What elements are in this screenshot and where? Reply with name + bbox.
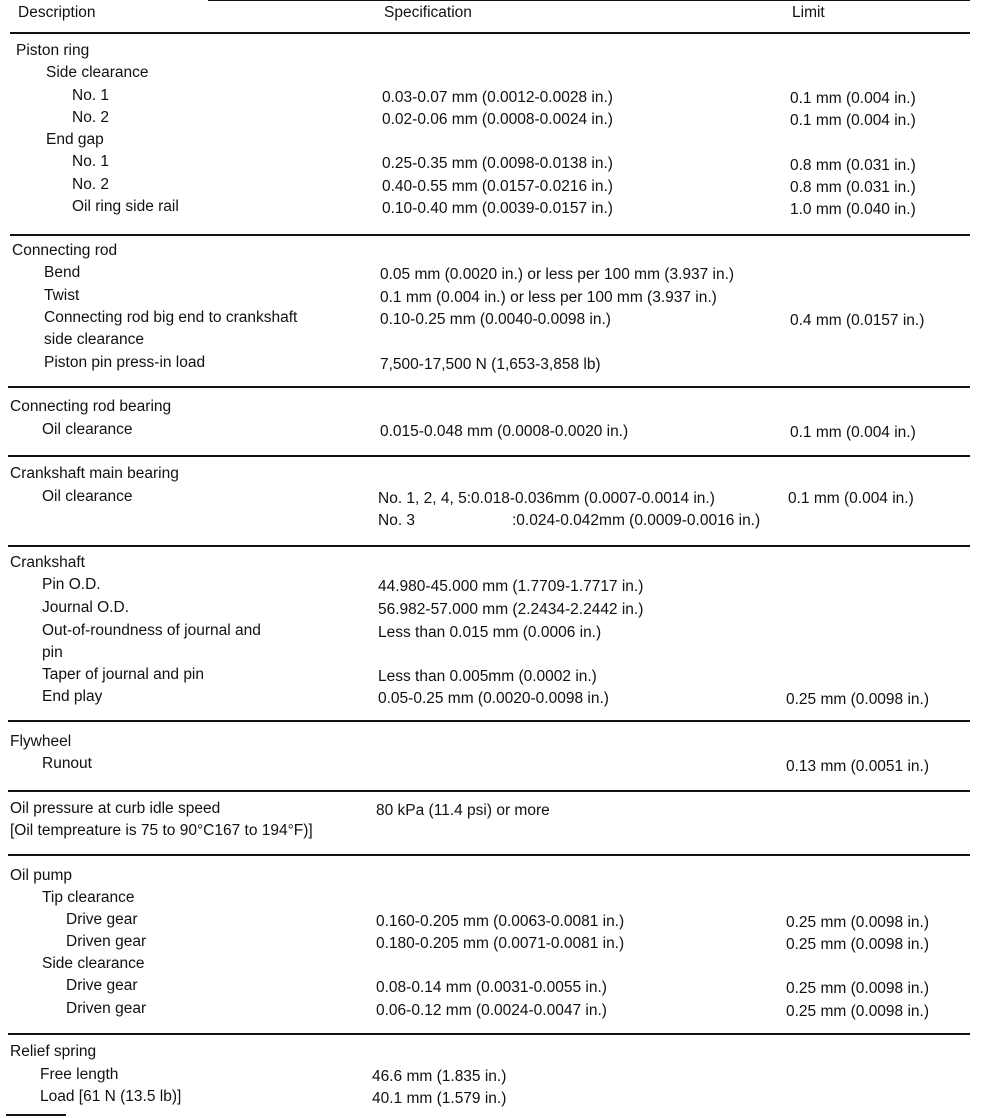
section-title-crankshaft: Crankshaft	[10, 554, 85, 571]
row-limit-eg-no1: 0.8 mm (0.031 in.)	[790, 157, 916, 174]
row-label-end-gap: End gap	[46, 131, 104, 148]
row-limit-big-end: 0.4 mm (0.0157 in.)	[790, 312, 925, 329]
row-limit-side-driven: 0.25 mm (0.0098 in.)	[786, 1003, 930, 1020]
row-limit-rod-oil-clearance: 0.1 mm (0.004 in.)	[790, 424, 916, 441]
row-label-pin-load: Piston pin press-in load	[44, 354, 206, 371]
row-spec-big-end: 0.10-0.25 mm (0.0040-0.0098 in.)	[380, 311, 611, 328]
row-spec-sc-no1: 0.03-0.07 mm (0.0012-0.0028 in.)	[382, 89, 613, 106]
row-label-journal-od: Journal O.D.	[42, 599, 130, 616]
row-spec-end-play: 0.05-0.25 mm (0.0020-0.0098 in.)	[378, 690, 609, 707]
row-label-oil-pressure-1: Oil pressure at curb idle speed	[10, 800, 221, 817]
row-limit-main-oil-clearance: 0.1 mm (0.004 in.)	[788, 490, 914, 507]
header-specification: Specification	[384, 4, 472, 21]
row-label-side-clearance: Side clearance	[46, 64, 149, 81]
section-title-piston-ring: Piston ring	[16, 42, 90, 59]
row-spec-pin-load: 7,500-17,500 N (1,653-3,858 lb)	[380, 356, 601, 373]
row-spec-load: 40.1 mm (1.579 in.)	[372, 1090, 507, 1107]
row-limit-eg-no2: 0.8 mm (0.031 in.)	[790, 179, 916, 196]
row-label-eg-no2: No. 2	[72, 176, 110, 193]
row-label-side-clearance: Side clearance	[42, 955, 145, 972]
row-spec-main-oil-clearance-2-label: No. 3	[378, 512, 416, 529]
section-rule	[8, 545, 970, 547]
row-spec-bend: 0.05 mm (0.0020 in.) or less per 100 mm (3.937 in.)	[380, 266, 735, 283]
section-rule	[8, 854, 970, 856]
row-label-load: Load [61 N (13.5 lb)]	[40, 1088, 182, 1105]
section-rule	[8, 720, 970, 722]
section-title-connecting-rod: Connecting rod	[12, 242, 118, 259]
row-label-big-end-1: Connecting rod big end to crankshaft	[44, 309, 298, 326]
row-spec-free-length: 46.6 mm (1.835 in.)	[372, 1068, 507, 1085]
section-title-flywheel: Flywheel	[10, 733, 72, 750]
row-spec-eg-no2: 0.40-0.55 mm (0.0157-0.0216 in.)	[382, 178, 613, 195]
row-spec-tip-drive: 0.160-0.205 mm (0.0063-0.0081 in.)	[376, 913, 625, 930]
row-label-bend: Bend	[44, 264, 81, 281]
row-spec-eg-no1: 0.25-0.35 mm (0.0098-0.0138 in.)	[382, 155, 613, 172]
row-label-main-oil-clearance: Oil clearance	[42, 488, 133, 505]
bottom-rule-fragment	[6, 1114, 66, 1116]
row-label-side-driven: Driven gear	[66, 1000, 147, 1017]
row-label-free-length: Free length	[40, 1066, 119, 1083]
row-label-pin-od: Pin O.D.	[42, 576, 101, 593]
row-spec-tip-driven: 0.180-0.205 mm (0.0071-0.0081 in.)	[376, 935, 625, 952]
row-label-end-play: End play	[42, 688, 103, 705]
row-label-rod-oil-clearance: Oil clearance	[42, 421, 133, 438]
row-limit-oil-rail: 1.0 mm (0.040 in.)	[790, 201, 916, 218]
row-limit-end-play: 0.25 mm (0.0098 in.)	[786, 691, 930, 708]
row-label-tip-driven: Driven gear	[66, 933, 147, 950]
header-limit: Limit	[792, 4, 825, 21]
header-top-rule	[208, 0, 970, 1]
row-spec-sc-no2: 0.02-0.06 mm (0.0008-0.0024 in.)	[382, 111, 613, 128]
row-limit-sc-no2: 0.1 mm (0.004 in.)	[790, 112, 916, 129]
row-label-oil-rail: Oil ring side rail	[72, 198, 179, 215]
row-label-side-drive: Drive gear	[66, 977, 138, 994]
row-spec-pin-od: 44.980-45.000 mm (1.7709-1.7717 in.)	[378, 578, 644, 595]
section-rule	[8, 1033, 970, 1035]
row-label-tip-drive: Drive gear	[66, 911, 138, 928]
row-limit-tip-drive: 0.25 mm (0.0098 in.)	[786, 914, 930, 931]
row-spec-journal-od: 56.982-57.000 mm (2.2434-2.2442 in.)	[378, 601, 644, 618]
row-label-runout: Runout	[42, 755, 92, 772]
row-label-out-of-roundness-2: pin	[42, 644, 63, 661]
row-label-out-of-roundness-1: Out-of-roundness of journal and	[42, 622, 261, 639]
header-description: Description	[18, 4, 96, 21]
row-label-taper: Taper of journal and pin	[42, 666, 205, 683]
row-spec-side-drive: 0.08-0.14 mm (0.0031-0.0055 in.)	[376, 979, 607, 996]
section-rule	[8, 455, 970, 457]
row-limit-runout: 0.13 mm (0.0051 in.)	[786, 758, 930, 775]
row-spec-main-oil-clearance-1: No. 1, 2, 4, 5:0.018-0.036mm (0.0007-0.0014 in.)	[378, 490, 715, 507]
section-title-oil-pump: Oil pump	[10, 867, 73, 884]
section-title-rod-bearing: Connecting rod bearing	[10, 398, 172, 415]
row-label-tip-clearance: Tip clearance	[42, 889, 135, 906]
section-title-relief-spring: Relief spring	[10, 1043, 97, 1060]
section-rule	[10, 234, 970, 236]
row-label-sc-no2: No. 2	[72, 109, 110, 126]
row-limit-tip-driven: 0.25 mm (0.0098 in.)	[786, 936, 930, 953]
row-label-sc-no1: No. 1	[72, 87, 110, 104]
row-label-twist: Twist	[44, 287, 80, 304]
section-title-main-bearing: Crankshaft main bearing	[10, 465, 179, 482]
row-label-oil-pressure-2: [Oil tempreature is 75 to 90°C167 to 194°F)]	[10, 822, 313, 839]
row-spec-out-of-roundness: Less than 0.015 mm (0.0006 in.)	[378, 624, 602, 641]
row-limit-side-drive: 0.25 mm (0.0098 in.)	[786, 980, 930, 997]
row-spec-oil-rail: 0.10-0.40 mm (0.0039-0.0157 in.)	[382, 200, 613, 217]
section-rule	[8, 386, 970, 388]
row-spec-taper: Less than 0.005mm (0.0002 in.)	[378, 668, 597, 685]
header-bottom-rule	[10, 32, 970, 34]
row-limit-sc-no1: 0.1 mm (0.004 in.)	[790, 90, 916, 107]
row-spec-twist: 0.1 mm (0.004 in.) or less per 100 mm (3.937 in.)	[380, 289, 717, 306]
row-spec-rod-oil-clearance: 0.015-0.048 mm (0.0008-0.0020 in.)	[380, 423, 629, 440]
row-label-big-end-2: side clearance	[44, 331, 144, 348]
row-label-eg-no1: No. 1	[72, 153, 110, 170]
row-spec-side-driven: 0.06-0.12 mm (0.0024-0.0047 in.)	[376, 1002, 607, 1019]
row-spec-oil-pressure: 80 kPa (11.4 psi) or more	[376, 802, 550, 819]
row-spec-main-oil-clearance-2-value: :0.024-0.042mm (0.0009-0.0016 in.)	[512, 512, 761, 529]
section-rule	[8, 790, 970, 792]
